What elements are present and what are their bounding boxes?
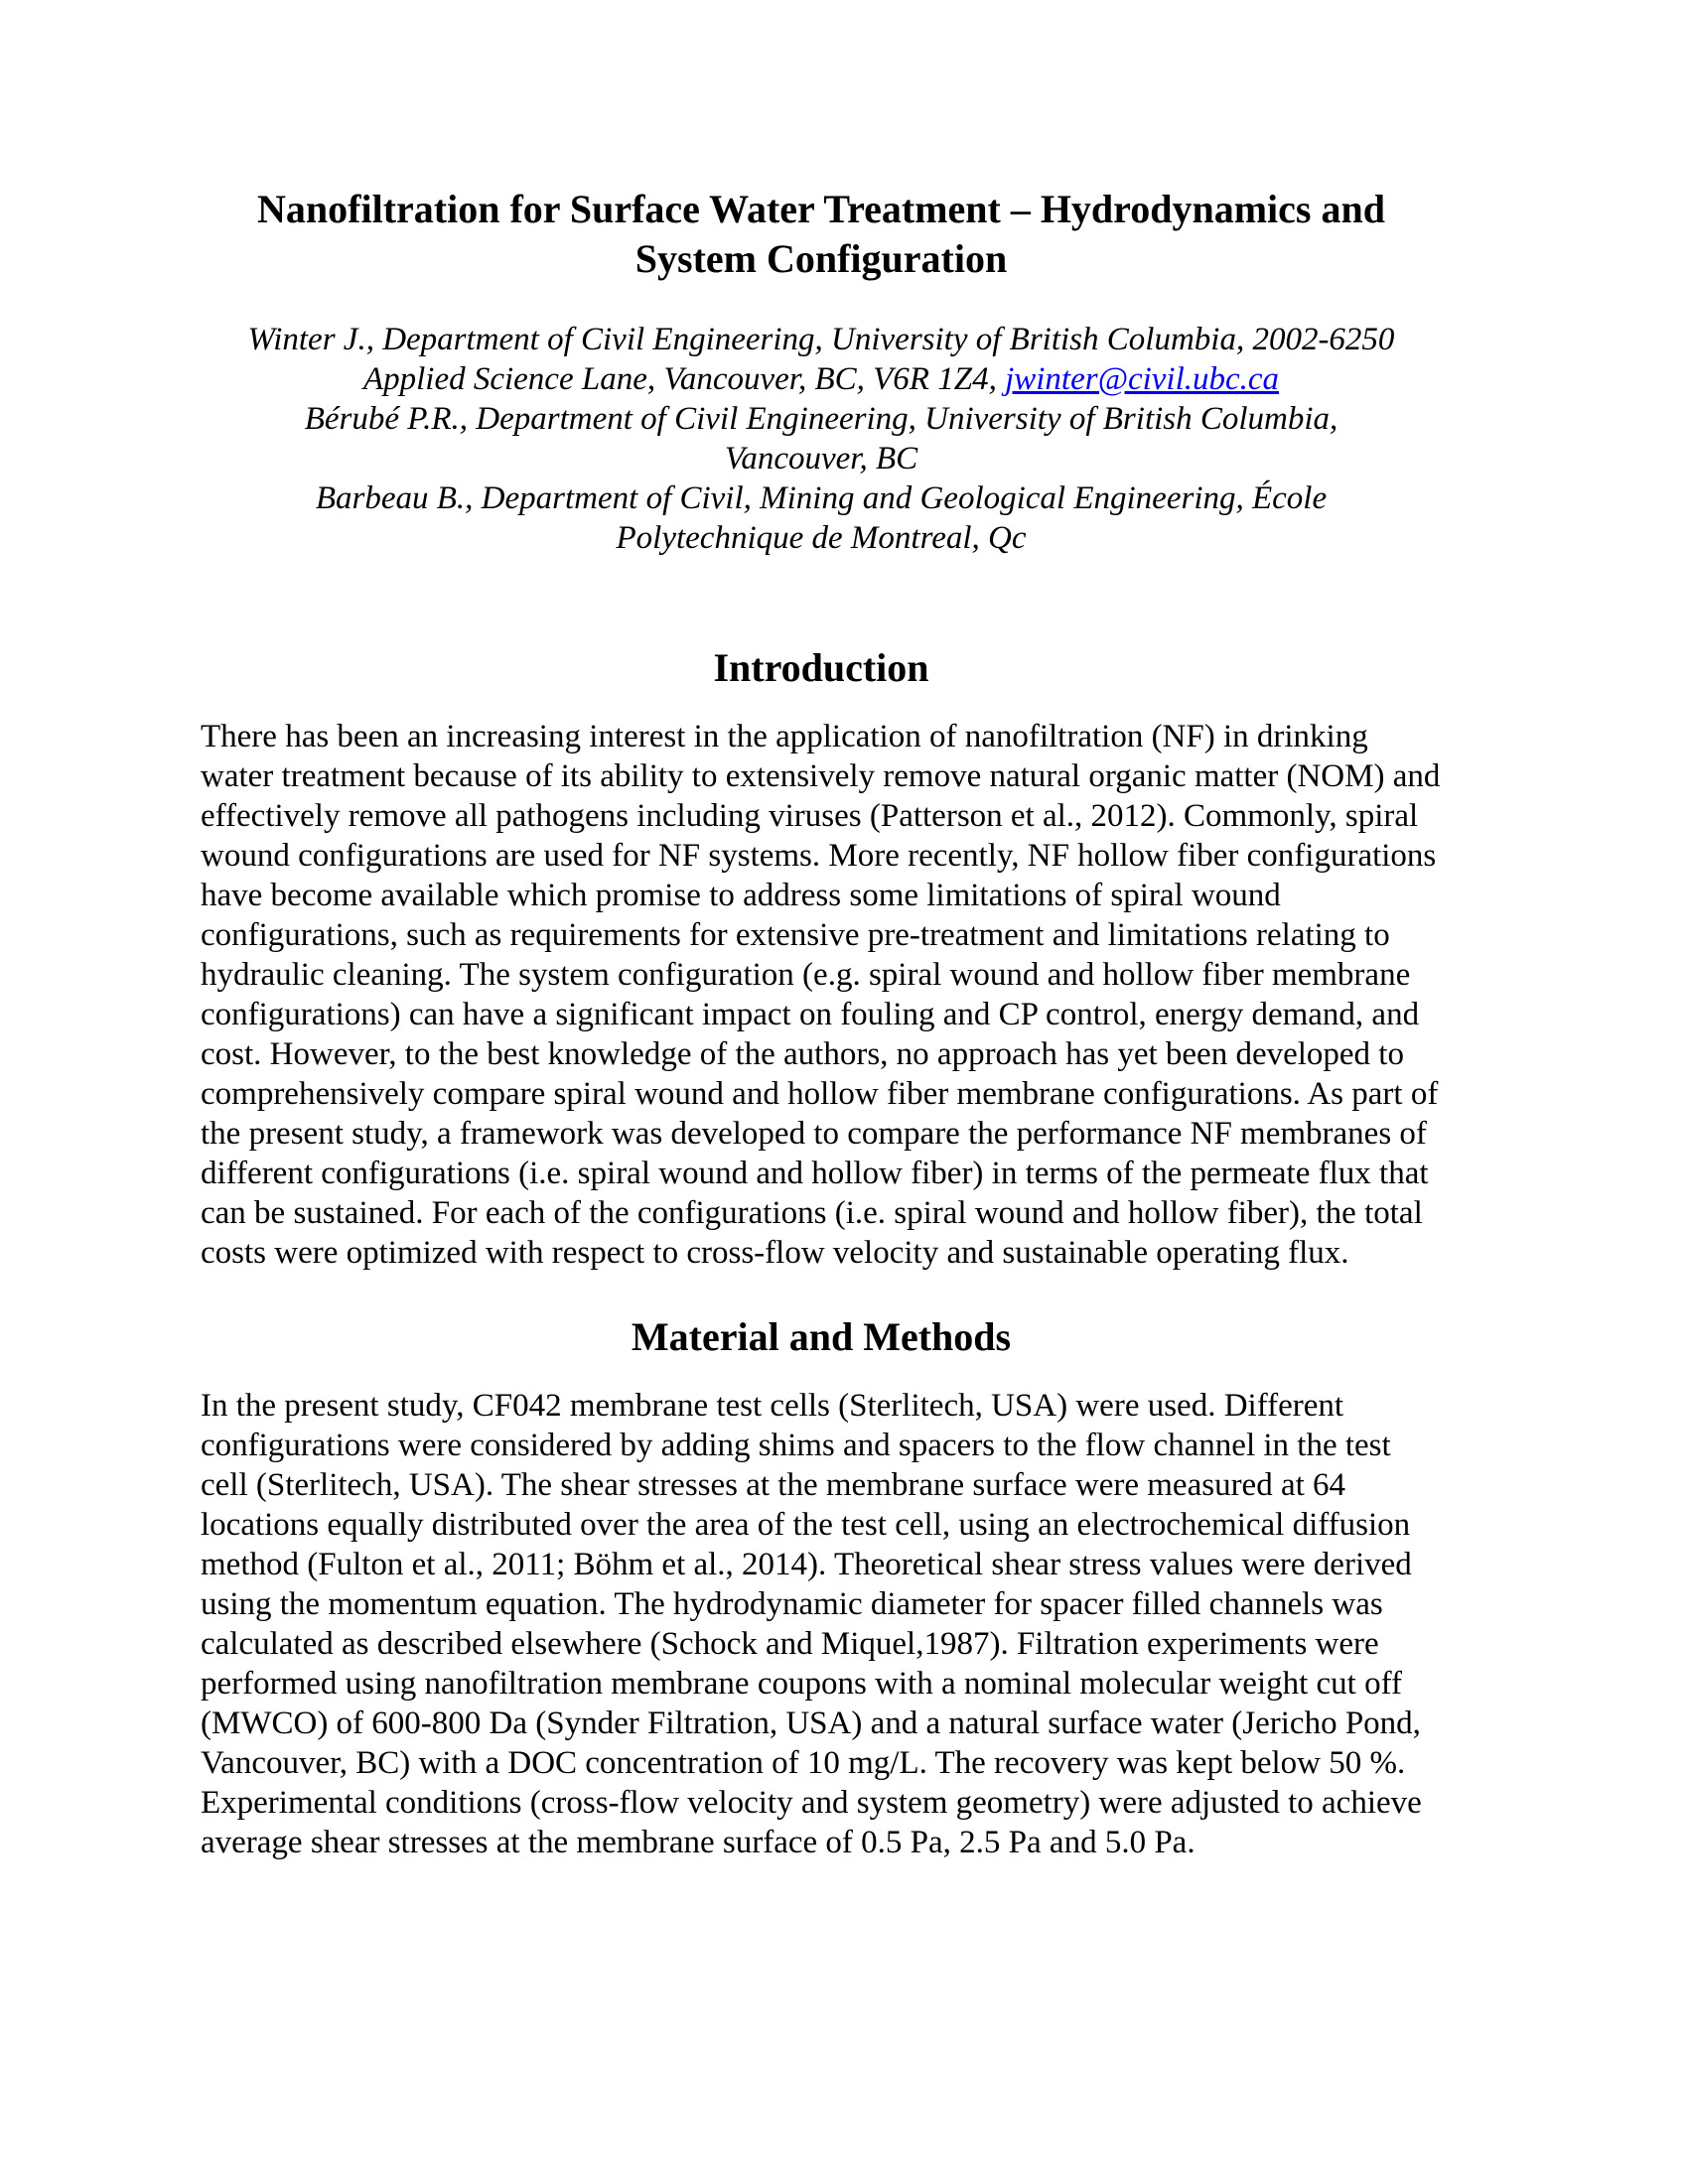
author-line-berube: Bérubé P.R., Department of Civil Engineering, University of British Columbia, bbox=[304, 401, 1338, 437]
author-line-winter: Winter J., Department of Civil Engineering, University of British Columbia, 2002-6250 bbox=[247, 322, 1395, 357]
section-heading-material-and-methods: Material and Methods bbox=[631, 1314, 1012, 1359]
author-line-barbeau-school: Polytechnique de Montreal, Qc bbox=[616, 520, 1027, 556]
author-block bbox=[201, 320, 1442, 558]
author-line-berube-city: Vancouver, BC bbox=[724, 441, 918, 477]
section-heading-introduction: Introduction bbox=[713, 645, 929, 690]
author-line-address bbox=[201, 359, 1442, 399]
introduction-paragraph: There has been an increasing interest in the application of nanofiltration (NF) in drinking water treatment because of its ability to extensively remove natural organic matter (NOM) and effectively remove all pathogens including viruses (Patterson et al., 2012). Commonly, spiral wound configurations are used for NF systems. More recently, NF hollow fiber configurations have become available which promise to address some limitations of spiral wound configurations, such as requirements for extensive pre-treatment and limitations relating to hydraulic cleaning. The system configuration (e.g. spiral wound and hollow fiber membrane configurations) can have a significant impact on fouling and CP control, energy demand, and cost. However, to the best knowledge of the authors, no approach has yet been developed to comprehensively compare spiral wound and hollow fiber membrane configurations. As part of the present study, a framework was developed to compare the performance NF membranes of different configurations (i.e. spiral wound and hollow fiber) in terms of the permeate flux that can be sustained. For each of the configurations (i.e. spiral wound and hollow fiber), the total costs were optimized with respect to cross-flow velocity and sustainable operating flux. bbox=[201, 719, 1441, 1271]
author-address-text: Applied Science Lane, Vancouver, BC, V6R 1Z4, bbox=[362, 361, 1006, 397]
email-link[interactable]: jwinter@civil.ubc.ca bbox=[1005, 361, 1280, 397]
paper-title: Nanofiltration for Surface Water Treatment – Hydrodynamics and System Configuration bbox=[257, 187, 1385, 281]
author-line-barbeau: Barbeau B., Department of Civil, Mining and Geological Engineering, École bbox=[315, 480, 1328, 516]
methods-paragraph: In the present study, CF042 membrane test cells (Sterlitech, USA) were used. Different configurations were considered by adding shims and spacers to the flow channel in the test cell (Sterlitech, USA). The shear stresses at the membrane surface were measured at 64 locations equally distributed over the area of the test cell, using an electrochemical diffusion method (Fulton et al., 2011; Böhm et al., 2014). Theoretical shear stress values were derived using the momentum equation. The hydrodynamic diameter for spacer filled channels was calculated as described elsewhere (Schock and Miquel,1987). Filtration experiments were performed using nanofiltration membrane coupons with a nominal molecular weight cut off (MWCO) of 600-800 Da (Synder Filtration, USA) and a natural surface water (Jericho Pond, Vancouver, BC) with a DOC concentration of 10 mg/L. The recovery was kept below 50 %. Experimental conditions (cross-flow velocity and system geometry) were adjusted to achieve average shear stresses at the membrane surface of 0.5 Pa, 2.5 Pa and 5.0 Pa. bbox=[201, 1388, 1422, 1860]
